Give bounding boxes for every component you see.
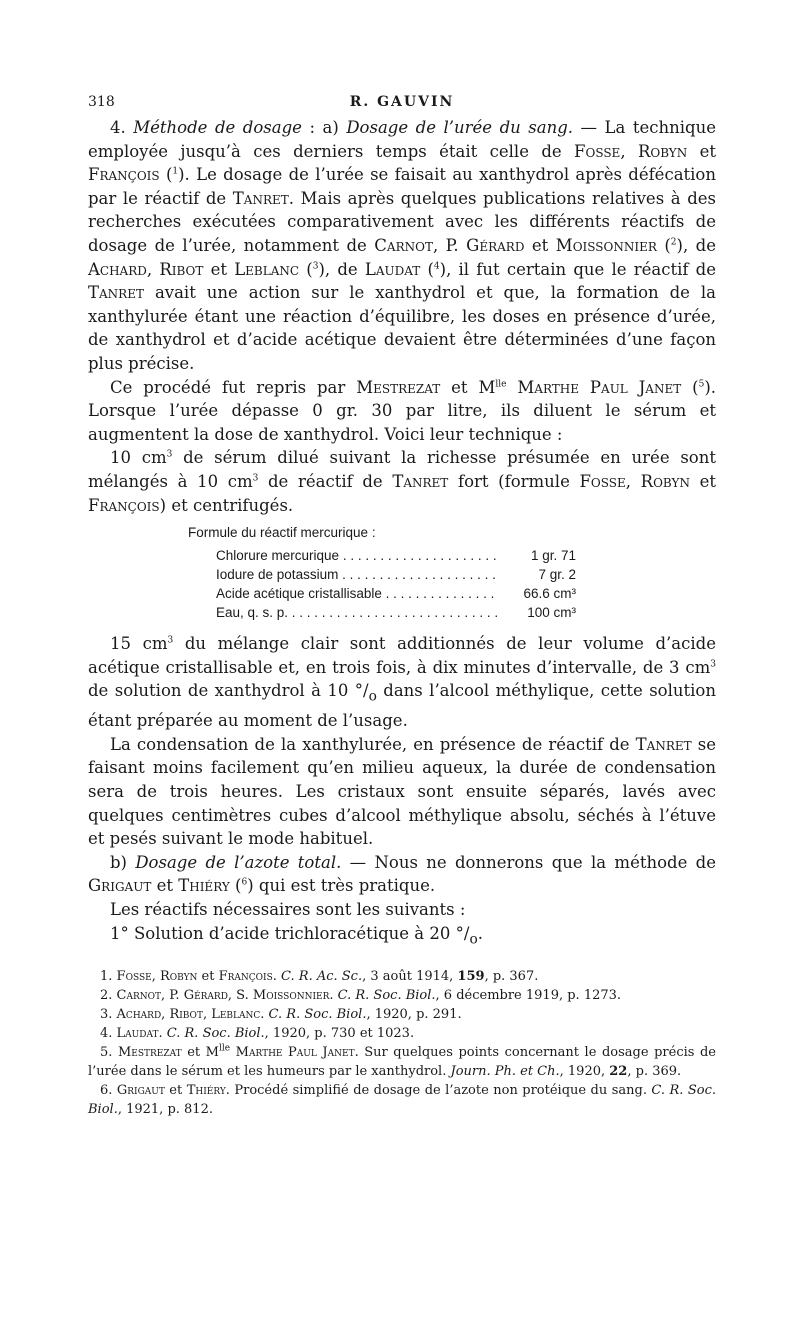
- formula-quantity: 66.6 cm³: [498, 584, 576, 603]
- formula-table: [188, 546, 716, 622]
- formula-ingredient: Chlorure mercurique . . .: [216, 546, 498, 565]
- formula-row: [216, 603, 576, 622]
- reagent-formula: [188, 525, 716, 622]
- paragraph-condensation: La condensation de la xanthylurée, en présence de réactif de Tanret se faisant moins facilement qu’en milieu aqueux, la durée de condensation sera de trois heures. Les cristaux sont ensuite séparés, lavés avec quelques centimètres cubes d’alcool méthylique absolu, séchés à l’étuve et pesés suivant le mode habituel.: [88, 734, 716, 849]
- footnote: 1. Fosse, Robyn et François. C. R. Ac. Sc., 3 août 1914, 159, p. 367.: [100, 969, 539, 985]
- formula-quantity: 1 gr. 71: [498, 546, 576, 565]
- formula-row: [216, 565, 576, 584]
- formula-title: Formule du réactif mercurique :: [188, 525, 376, 541]
- formula-ingredient: Acide acétique cristallisable . . .: [216, 584, 498, 603]
- paragraph-total-nitrogen: b) Dosage de l’azote total. — Nous ne donnerons que la méthode de Grigaut et Thiéry ($^6$) qui est très pratique.: [88, 852, 716, 896]
- footnote: 6. Grigaut et Thiéry. Procédé simplifié de dosage de l’azote non protéique du sang. C. R. Soc. Biol., 1921, p. 812.: [88, 1083, 716, 1118]
- paragraph-mestrezat: Ce procédé fut repris par Mestrezat et $M^{lle}$ Marthe Paul Janet ($^5$). Lorsque l’urée dépasse 0 gr. 30 par litre, ils diluent le sérum et augmentent la dose de xanthydrol. Voici leur technique :: [88, 377, 717, 444]
- paragraph-technique: 10 $cm^3$ de sérum dilué suivant la richesse présumée en urée sont mélangés à 10 $cm^3$ de réactif de Tanret fort (formule Fosse, Robyn et François) et centrifugés.: [88, 448, 716, 515]
- paragraph-mixture: 15 $cm^3$ du mélange clair sont additionnés de leur volume d’acide acétique cristallisable et, en trois fois, à dix minutes d’intervalle, de 3 $cm^3$ de solution de xanthydrol à 10 $^\circ/_o$ dans l’alcool méthylique, cette solution étant préparée au moment de l’usage.: [88, 634, 716, 731]
- formula-row: [216, 584, 576, 603]
- footnotes: [88, 967, 716, 1119]
- formula-quantity: 7 gr. 2: [498, 565, 576, 584]
- paragraph-solution: 1° Solution d’acide trichloracétique à 20 $^\circ/_o$.: [110, 923, 483, 947]
- footnote: 4. Laudat. C. R. Soc. Biol., 1920, p. 730 et 1023.: [100, 1026, 415, 1042]
- running-title: R. GAUVIN: [349, 94, 455, 110]
- page: [88, 88, 716, 1119]
- paragraph-method: 4. Méthode de dosage : a) Dosage de l’urée du sang. — La technique employée jusqu’à ces derniers temps était celle de Fosse, Robyn et François ($^1$). Le dosage de l’urée se faisait au xanthydrol après défécation par le réactif de Tanret. Mais après quelques publications relatives à des recherches exécutées comparativement avec les différents réactifs de dosage de l’urée, notamment de Carnot, P. Gérard et Moissonnier ($^2$), de Achard, Ribot et Leblanc ($^3$), de Laudat ($^4$), il fut certain que le réactif de Tanret avait une action sur le xanthydrol et que, la formation de la xanthylurée étant une réaction d’équilibre, les doses en présence d’urée, de xanthydrol et d’acide acétique devaient être déterminées d’une façon plus précise.: [88, 118, 717, 373]
- footnote: 5. Mestrezat et $M^{lle}$ Marthe Paul Janet. Sur quelques points concernant le dosage précis de l’urée dans le sérum et les humeurs par le xanthydrol. Journ. Ph. et Ch., 1920, 22, p. 369.: [88, 1044, 716, 1080]
- running-header: [88, 88, 716, 116]
- paragraph-reagents: Les réactifs nécessaires sont les suivants :: [110, 899, 466, 919]
- footnote: 2. Carnot, P. Gérard, S. Moissonnier. C. R. Soc. Biol., 6 décembre 1919, p. 1273.: [100, 988, 622, 1004]
- footnote: 3. Achard, Ribot, Leblanc. C. R. Soc. Biol., 1920, p. 291.: [100, 1007, 462, 1023]
- formula-ingredient: Iodure de potassium . . .: [216, 565, 498, 584]
- page-number: 318: [88, 94, 115, 110]
- formula-quantity: 100 cm³: [498, 603, 576, 622]
- formula-ingredient: Eau, q. s. p. . . .: [216, 603, 498, 622]
- formula-row: [216, 546, 576, 565]
